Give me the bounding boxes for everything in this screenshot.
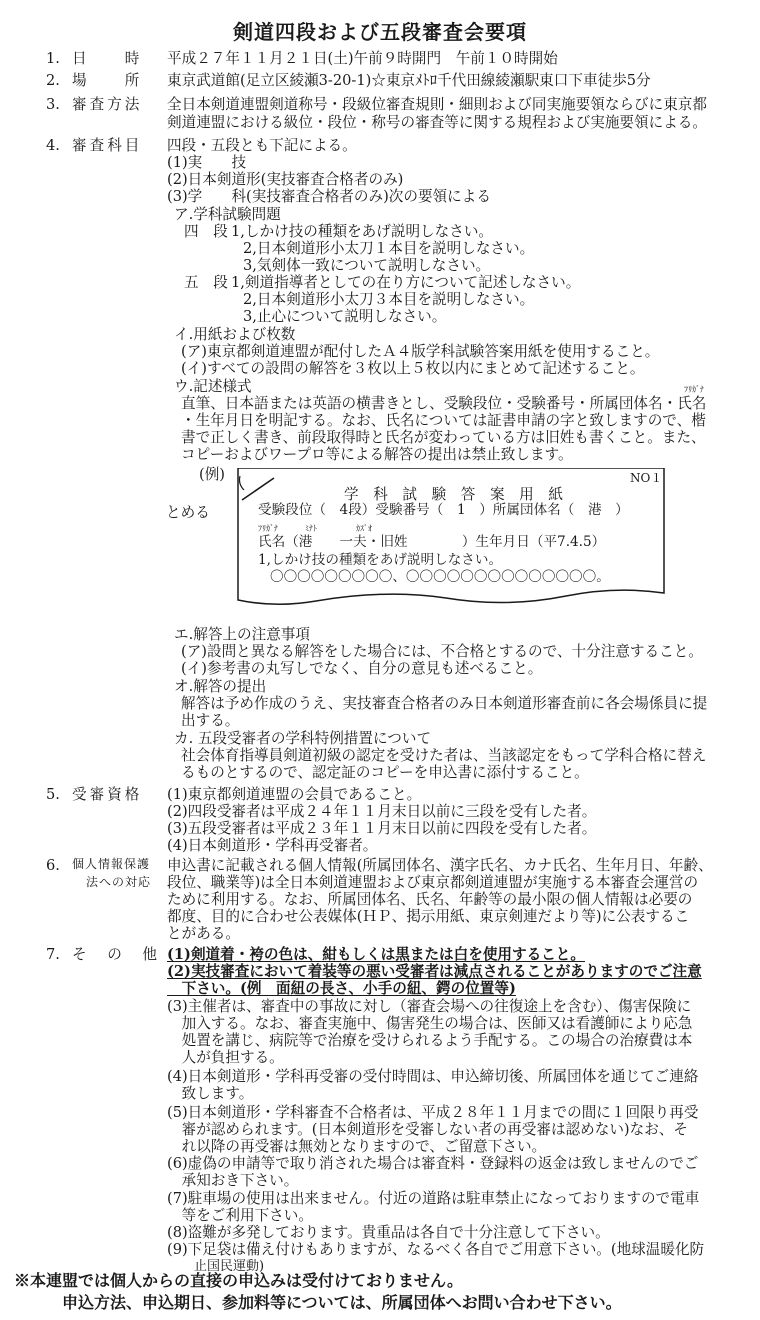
section-7-line: 処置を講じ、病院等で治療を受けられるよう手配する。この場合の治療費は本 — [167, 1032, 693, 1049]
section-7-line: (6)虚偽の申請等で取り消された場合は審査料・登録料の返金は致しませんのでご — [167, 1155, 699, 1172]
section-7-line: 止国民運動) — [181, 1259, 265, 1274]
section-3-line: 全日本剣道連盟剣道称号・段級位審査規則・細則および同実施要領ならびに東京都 — [167, 96, 707, 113]
yondan-question: 3,気剣体一致について説明しなさい。 — [243, 257, 491, 274]
section-7-line: 等をご利用下さい。 — [167, 1207, 313, 1224]
footer-note-2: 申込方法、申込期日、参加料等については、所属団体へお問い合わせ下さい。 — [62, 1293, 622, 1312]
section-7-line: (7)駐車場の使用は出来ません。付近の道路は駐車禁止になっておりますので電車 — [167, 1190, 700, 1207]
subsection-a-title: ア.学科試験問題 — [174, 206, 281, 223]
subsection-u-line: ・生年月日を明記する。なお、氏名については証書申請の字と致しますので、楷 — [181, 412, 706, 429]
yondan-question: 1,しかけ技の種類をあげ説明しなさい。 — [231, 223, 494, 240]
section-7-label: そ の 他 — [72, 946, 160, 963]
subsection-i-title: イ.用紙および枚数 — [174, 326, 296, 343]
section-7-line: (3)主催者は、審査中の事故に対し（審査会場への往復途上を含む）、傷害保険に — [167, 998, 692, 1015]
section-7-line: 承知おき下さい。 — [167, 1172, 299, 1189]
sheet-row-name: 氏名（港 一夫・旧姓 ）生年月日（平7.4.5） — [258, 534, 606, 550]
example-label: (例) — [199, 466, 225, 483]
section-7-line: (9)下足袋は備え付けもありますが、なるべく各自でご用意下さい。(地球温暖化防 — [167, 1241, 705, 1258]
section-4-line: (1)実 技 — [167, 154, 247, 171]
example-answer-sheet — [236, 468, 666, 608]
subsection-ka-line: るものとするので、認定証のコピーを申込書に添付すること。 — [181, 764, 589, 781]
subsection-o-line: 出する。 — [181, 712, 240, 729]
subsection-u-line: 書で正しく書き、前段取得時と氏名が変わっている方は旧姓も書くこと。また、 — [181, 429, 706, 446]
sheet-row-answer: 〇〇〇〇〇〇〇〇〇、〇〇〇〇〇〇〇〇〇〇〇〇〇〇。 — [270, 569, 610, 585]
section-5-line: (2)四段受審者は平成２４年１１月末日以前に三段を受有した者。 — [167, 803, 597, 820]
section-7-line: 人が負担する。 — [167, 1049, 284, 1066]
section-7-line: (4)日本剣道形・学科再受審の受付時間は、申込締切後、所属団体を通じてご連絡 — [167, 1068, 699, 1085]
section-4-number: 4. — [46, 137, 60, 154]
section-3-line: 剣道連盟における級位・段位・称号の審査等に関する規程および実施要領による。 — [167, 114, 707, 131]
section-2-number: 2. — [46, 72, 60, 89]
sheet-ruby-kazuo: ｶｽﾞｵ — [356, 524, 372, 533]
section-4-line: (3)学 科(実技審査合格者のみ)次の要領による — [167, 188, 491, 205]
section-5-number: 5. — [46, 786, 60, 803]
sheet-row-question: 1,しかけ技の種類をあげ説明しなさい。 — [258, 552, 503, 568]
section-5-line: (3)五段受審者は平成２３年１１月末日以前に四段を受有した者。 — [167, 820, 597, 837]
subsection-i-line: (イ)すべての設問の解答を３枚以上５枚以内にまとめて記述すること。 — [181, 360, 645, 377]
section-1-label: 日 時 — [72, 50, 143, 67]
section-6-label-line2: 法への対応 — [86, 875, 152, 889]
section-7-line: (5)日本剣道形・学科審査不合格者は、平成２８年１１月までの間に１回限り再受 — [167, 1104, 699, 1121]
sheet-row-exam-info: 受験段位（ 4段）受験番号（ 1 ）所属団体名（ 港 ） — [258, 502, 629, 518]
subsection-ka-line: 社会体育指導員剣道初級の認定を受けた者は、当該認定をもって学科合格に替え — [181, 747, 707, 764]
section-7-line: (8)盗難が多発しております。貴重品は各自で十分注意して下さい。 — [167, 1224, 610, 1241]
section-2-text: 東京武道館(足立区綾瀬3-20-1)☆東京ﾒﾄﾛ千代田線綾瀬駅東口下車徒歩5分 — [167, 72, 651, 89]
section-1-number: 1. — [46, 50, 60, 67]
section-6-line: とがある。 — [167, 925, 240, 942]
staple-mark — [242, 478, 274, 500]
section-5-line: (4)日本剣道形・学科再受審者。 — [167, 837, 378, 854]
section-3-number: 3. — [46, 96, 60, 113]
godan-label: 五 段 — [184, 274, 228, 291]
subsection-u-line: コピーおよびワープロ等による解答の提出は禁止致します。 — [181, 446, 573, 463]
section-6-line: 都度、目的に合わせ公表媒体(ＨＰ、掲示用紙、東京剣連だより等)に公表するこ — [167, 908, 690, 925]
section-4-line: (2)日本剣道形(実技審査合格者のみ) — [167, 171, 404, 188]
godan-question: 2,日本剣道形小太刀３本目を説明しなさい。 — [243, 291, 535, 308]
section-3-label: 審査方法 — [72, 96, 143, 113]
section-7-line: 審が認められます。(日本剣道形を受審しない者の再受審は認めない)なお、そ — [167, 1121, 689, 1138]
footer-note-1: ※本連盟では個人からの直接の申込みは受付けておりません。 — [14, 1271, 463, 1290]
section-5-label: 受審資格 — [72, 786, 143, 803]
subsection-u-line: 直筆、日本語または英語の横書きとし、受験段位・受験番号・所属団体名・氏名 — [181, 395, 707, 412]
sheet-ruby-minato: ﾐﾅﾄ — [305, 524, 317, 533]
subsection-ka-title: カ. 五段受審者の学科特例措置について — [174, 730, 432, 747]
subsection-e-line: (ア)設問と異なる解答をした場合には、不合格とするので、十分注意すること。 — [181, 643, 703, 660]
section-5-line: (1)東京都剣道連盟の会員であること。 — [167, 786, 422, 803]
furigana-ruby: ﾌﾘｶﾞﾅ — [684, 385, 704, 394]
subsection-u-title: ウ.記述様式 — [174, 378, 252, 395]
section-7-line-bold: (2)実技審査において着装等の悪い受審者は減点されることがありますのでご注意 — [167, 963, 702, 980]
section-7-line: 加入する。なお、審査実施中、傷害発生の場合は、医師又は看護師により応急 — [167, 1015, 693, 1032]
section-1-text: 平成２７年１１月２１日(土)午前９時開門 午前１０時開始 — [167, 50, 558, 67]
subsection-i-line: (ア)東京都剣道連盟が配付したＡ４版学科試験答案用紙を使用すること。 — [181, 343, 660, 360]
yondan-label: 四 段 — [184, 223, 228, 240]
section-6-line: 段位、職業等)は全日本剣道連盟および東京都剣道連盟が実施する本審査会運営の — [167, 874, 699, 891]
section-6-line: 申込書に記載される個人情報(所属団体名、漢字氏名、カナ氏名、生年月日、年齢、 — [167, 857, 713, 874]
subsection-e-title: エ.解答上の注意事項 — [174, 626, 310, 643]
section-6-number: 6. — [46, 857, 60, 874]
godan-question: 1,剣道指導者としての在り方について記述しなさい。 — [231, 274, 581, 291]
section-7-line-bold: 下さい。(例 面紐の長さ、小手の紐、鍔の位置等) — [167, 980, 516, 997]
section-2-label: 場 所 — [72, 72, 143, 89]
section-7-number: 7. — [46, 946, 60, 963]
sheet-ruby-furigana: ﾌﾘｶﾞﾅ — [258, 524, 278, 533]
section-7-line-bold: (1)剣道着・袴の色は、紺もしくは黒または白を使用すること。 — [167, 946, 585, 963]
yondan-question: 2,日本剣道形小太刀１本目を説明しなさい。 — [243, 240, 535, 257]
section-6-line: ために利用する。なお、所属団体名、氏名、年齢等の最小限の個人情報は必要の — [167, 891, 693, 908]
sheet-heading: 学 科 試 験 答 案 用 紙 — [344, 486, 563, 503]
section-7-line: れ以降の再受審は無効となりますので、ご留意下さい。 — [167, 1138, 547, 1155]
sheet-number: NO１ — [630, 471, 663, 485]
section-4-label: 審査科目 — [72, 137, 143, 154]
subsection-e-line: (イ)参考書の丸写しでなく、自分の意見も述べること。 — [181, 660, 543, 677]
tomeru-label: とめる — [166, 504, 210, 521]
subsection-o-line: 解答は予め作成のうえ、実技審査合格者のみ日本剣道形審査前に各会場係員に提 — [181, 695, 708, 712]
godan-question: 3,止心について説明しなさい。 — [243, 308, 447, 325]
section-7-line: 致します。 — [167, 1085, 254, 1102]
subsection-o-title: オ.解答の提出 — [174, 678, 267, 695]
section-4-line: 四段・五段とも下記による。 — [167, 137, 357, 154]
section-6-label-line1: 個人情報保護 — [72, 857, 151, 871]
page-title: 剣道四段および五段審査会要項 — [233, 20, 527, 44]
